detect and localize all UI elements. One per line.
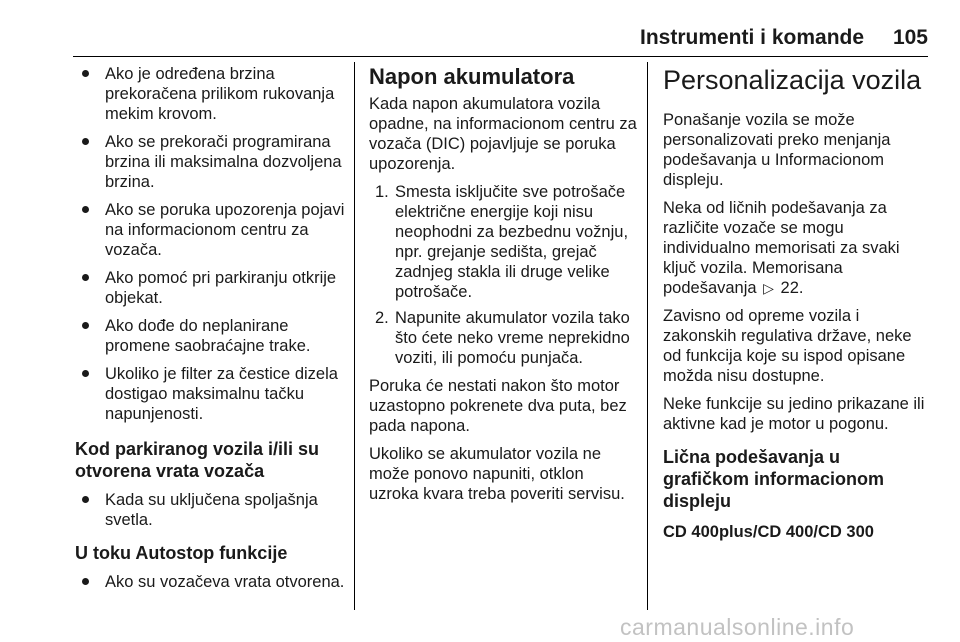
column-divider-right <box>647 62 648 610</box>
bullet-list-c <box>75 572 350 592</box>
list-item-text: Ako se prekorači programirana brzina ili maksimalna dozvoljena brzina. <box>105 133 342 191</box>
paragraph: Kada napon akumulatora vozila opadne, na informacionom centru za vozača (DIC) pojavljuje se poruka upozorenja. <box>369 95 637 173</box>
step-text: Smesta isključite sve potrošače električne energije koji nisu neophodni za bezbednu vožnju, npr. grejanje sedišta, grejač zadnjeg stakla ili druge velike potrošače. <box>395 183 629 301</box>
bullet-icon <box>82 70 89 77</box>
list-item-text: Ako dođe do neplanirane promene saobraćajne trake. <box>105 317 311 355</box>
step-text: Napunite akumulator vozila tako što ćete neko vreme neprekidno voziti, ili pomoću punjača. <box>395 309 630 367</box>
list-item <box>75 64 350 124</box>
column-divider-left <box>354 62 355 610</box>
column-right <box>663 64 931 542</box>
list-item <box>75 132 350 192</box>
paragraph: Zavisno od opreme vozila i zakonskih regulativa države, neke od funkcija koje su ispod opisane možda nisu dostupne. <box>663 307 912 385</box>
bullet-icon <box>82 496 89 503</box>
watermark-text: carmanualsonline.info <box>620 614 855 640</box>
paragraph-text: Neka od ličnih podešavanja za različite vozače se mogu individualno memorisati za svaki ključ vozila. Memorisana podešavanja <box>663 199 900 297</box>
section-heading-graphic-display: Lična podešavanja u grafičkom informacionom displeju <box>663 447 885 511</box>
list-item-text: Ako pomoć pri parkiranju otkrije objekat. <box>105 269 337 307</box>
section-heading-autostop: U toku Autostop funkcije <box>75 543 288 563</box>
bullet-list-a <box>75 64 350 424</box>
list-item-text: Kada su uključena spoljašnja svetla. <box>105 491 318 529</box>
bullet-icon <box>82 274 89 281</box>
step-item <box>369 308 637 368</box>
column-left <box>75 64 350 600</box>
bullet-icon <box>82 138 89 145</box>
list-item <box>75 490 350 530</box>
paragraph: Poruka će nestati nakon što motor uzastopno pokrenete dva puta, bez pada napona. <box>369 377 627 435</box>
section-heading-battery: Napon akumulatora <box>369 64 575 89</box>
section-heading-parked: Kod parkiranog vozila i/ili su otvorena vrata vozača <box>75 439 320 481</box>
list-item <box>75 316 350 356</box>
step-number: 2. <box>375 309 389 327</box>
paragraph: Ukoliko se akumulator vozila ne može ponovo napuniti, otklon uzroka kvara treba poveriti servisu. <box>369 445 625 503</box>
header-rule <box>73 56 928 57</box>
step-number: 1. <box>375 183 389 201</box>
list-item-text: Ako su vozačeva vrata otvorena. <box>105 573 345 591</box>
reference-arrow-icon: ▷ <box>763 280 774 296</box>
column-middle <box>369 64 637 512</box>
page-number: 105 <box>892 26 928 49</box>
section-heading-personalization: Personalizacija vozila <box>663 65 922 95</box>
page-reference-link[interactable]: 22. <box>780 279 804 297</box>
bullet-list-b <box>75 490 350 530</box>
list-item <box>75 572 350 592</box>
paragraph: Neke funkcije su jedino prikazane ili aktivne kad je motor u pogonu. <box>663 395 925 433</box>
section-heading-cd-models: CD 400plus/CD 400/CD 300 <box>663 523 874 541</box>
list-item <box>75 268 350 308</box>
bullet-icon <box>82 370 89 377</box>
bullet-icon <box>82 322 89 329</box>
list-item-text: Ukoliko je filter za čestice dizela dostigao maksimalnu tačku napunjenosti. <box>105 365 338 423</box>
page-header-title: Instrumenti i komande <box>640 26 865 49</box>
paragraph-with-reference <box>663 198 931 298</box>
list-item <box>75 364 350 424</box>
bullet-icon <box>82 578 89 585</box>
list-item-text: Ako je određena brzina prekoračena prilikom rukovanja mekim krovom. <box>105 65 335 123</box>
paragraph: Ponašanje vozila se može personalizovati preko menjanja podešavanja u Informacionom displeju. <box>663 111 891 189</box>
bullet-icon <box>82 206 89 213</box>
steps-list <box>369 182 637 368</box>
step-item <box>369 182 637 302</box>
list-item <box>75 200 350 260</box>
list-item-text: Ako se poruka upozorenja pojavi na informacionom centru za vozača. <box>105 201 345 259</box>
